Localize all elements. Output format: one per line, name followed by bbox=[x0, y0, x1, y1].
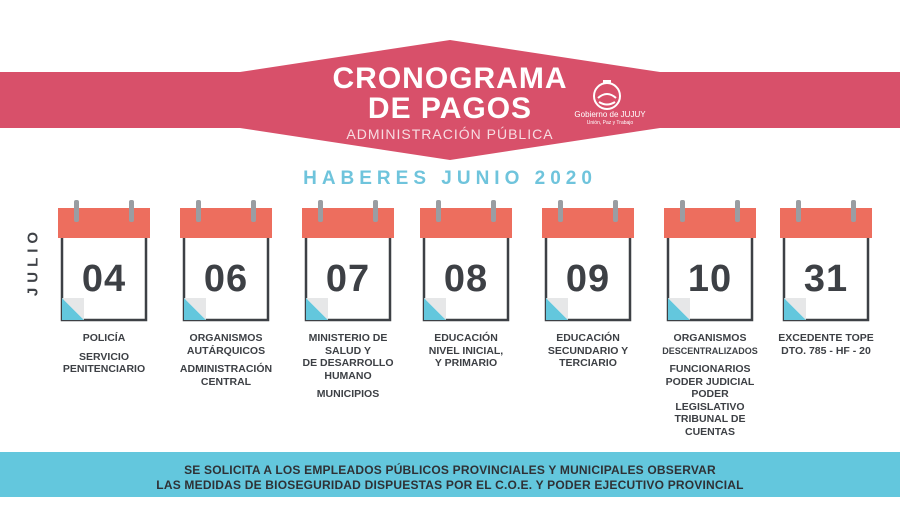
description-line: PENITENCIARIO bbox=[62, 363, 146, 375]
calendar-card bbox=[180, 200, 272, 322]
description-line: PODER JUDICIAL bbox=[665, 375, 755, 388]
calendar-day: 09 bbox=[565, 258, 611, 300]
footer-banner bbox=[0, 452, 900, 497]
description-line: ADMINISTRACIÓN bbox=[179, 363, 273, 375]
description-line: EDUCACIÓN bbox=[556, 332, 620, 344]
payment-description bbox=[645, 332, 775, 438]
calendar-day: 08 bbox=[443, 258, 489, 300]
payment-description bbox=[39, 332, 169, 376]
calendar-card bbox=[58, 200, 150, 322]
description-line: FUNCIONARIOS bbox=[669, 363, 751, 375]
calendar-card bbox=[420, 200, 512, 322]
logo-line-2: Unión, Paz y Trabajo bbox=[586, 120, 634, 126]
description-line: NIVEL INICIAL, bbox=[428, 344, 504, 357]
description-line: CUENTAS bbox=[685, 425, 735, 438]
description-line: ORGANISMOS bbox=[673, 332, 747, 344]
calendar-card bbox=[542, 200, 634, 322]
calendar-day: 06 bbox=[203, 258, 249, 300]
description-line: EDUCACIÓN bbox=[434, 332, 498, 344]
description-line: ORGANISMOS bbox=[189, 332, 263, 344]
description-line: LEGISLATIVO bbox=[675, 400, 745, 413]
description-line: POLICÍA bbox=[82, 332, 126, 344]
payment-description bbox=[161, 332, 291, 388]
logo-line-1: Gobierno de JUJUY bbox=[574, 110, 646, 119]
description-line: MINISTERIO DE bbox=[308, 332, 388, 344]
description-line: SERVICIO bbox=[79, 350, 129, 363]
description-line: DTO. 785 - HF - 20 bbox=[781, 344, 871, 357]
description-line: EXCEDENTE TOPE bbox=[778, 332, 874, 344]
description-line: SALUD Y bbox=[325, 344, 371, 357]
section-heading: HABERES JUNIO 2020 bbox=[303, 168, 597, 189]
payment-description bbox=[523, 332, 653, 370]
payment-description bbox=[401, 332, 531, 370]
calendar-day: 07 bbox=[325, 258, 371, 300]
payment-description bbox=[283, 332, 413, 401]
title-line-1: CRONOGRAMA bbox=[332, 62, 568, 95]
description-line: DESCENTRALIZADOS bbox=[662, 345, 758, 356]
footer-line-2: LAS MEDIDAS DE BIOSEGURIDAD DISPUESTAS POR EL C.O.E. Y PODER EJECUTIVO PROVINCIAL bbox=[156, 478, 744, 492]
logo-caption bbox=[560, 110, 660, 128]
description-line: DE DESARROLLO bbox=[302, 357, 394, 369]
calendar-card bbox=[664, 200, 756, 322]
month-text: JULIO bbox=[24, 226, 42, 297]
calendar-card bbox=[780, 200, 872, 322]
payment-description bbox=[761, 332, 891, 357]
description-line: SECUNDARIO Y bbox=[547, 344, 629, 357]
description-line: Y PRIMARIO bbox=[434, 357, 498, 369]
description-line: TRIBUNAL DE bbox=[674, 413, 746, 425]
subtitle: ADMINISTRACIÓN PÚBLICA bbox=[346, 126, 554, 142]
description-line: HUMANO bbox=[324, 369, 372, 382]
title-line-2: DE PAGOS bbox=[367, 92, 533, 125]
description-line: AUTÁRQUICOS bbox=[186, 344, 266, 357]
description-line: CENTRAL bbox=[200, 375, 252, 388]
calendar-day: 31 bbox=[803, 258, 849, 300]
footer-line-1: SE SOLICITA A LOS EMPLEADOS PÚBLICOS PROVINCIALES Y MUNICIPALES OBSERVAR bbox=[184, 463, 716, 477]
description-line: PODER bbox=[691, 388, 729, 400]
month-label bbox=[18, 220, 48, 310]
description-line: TERCIARIO bbox=[559, 357, 617, 369]
description-line: MUNICIPIOS bbox=[316, 388, 380, 400]
calendar-day: 10 bbox=[687, 258, 733, 300]
calendar-card bbox=[302, 200, 394, 322]
calendar-day: 04 bbox=[81, 258, 127, 300]
